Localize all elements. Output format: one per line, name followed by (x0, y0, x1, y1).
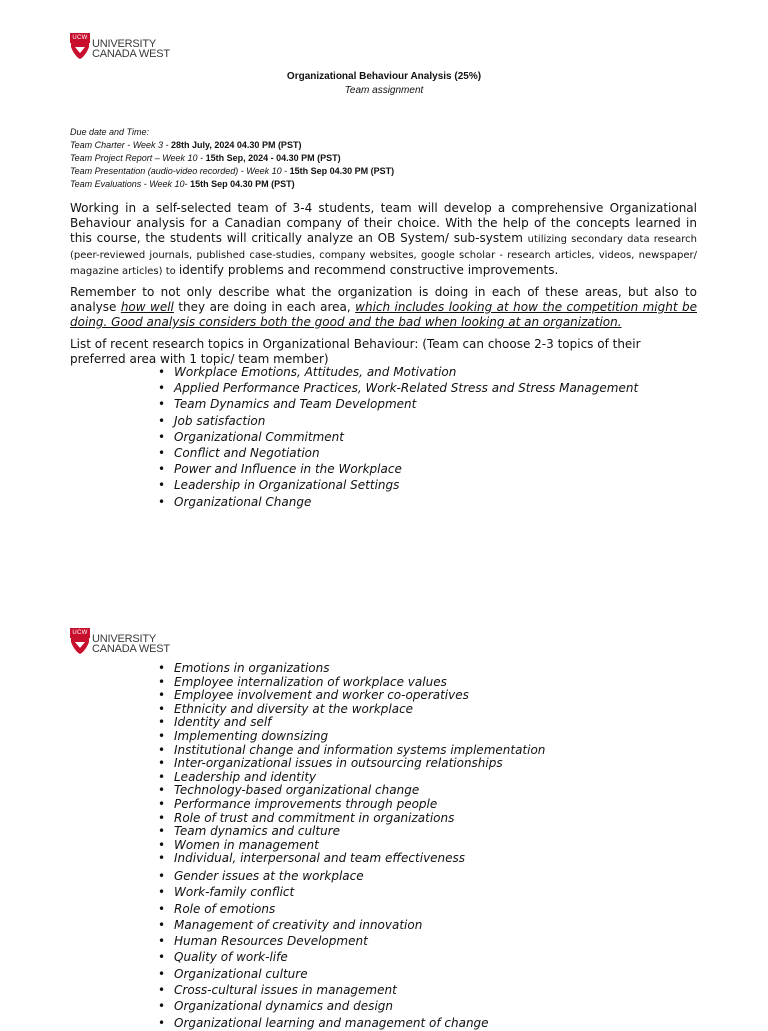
list-item: • Work-family conflict (158, 884, 489, 900)
list-item: • Performance improvements through people (158, 798, 545, 812)
list-item: • Institutional change and information systems implementation (158, 744, 545, 758)
list-item: • Team dynamics and culture (158, 825, 545, 839)
document-subtitle: Team assignment (344, 85, 424, 96)
university-logo-page2 (70, 628, 170, 654)
list-item: • Organizational Commitment (158, 429, 638, 445)
document-title: Organizational Behaviour Analysis (25%) (286, 71, 482, 82)
list-item: • Organizational dynamics and design (158, 998, 489, 1014)
topics-intro: List of recent research topics in Organizational Behaviour: (Team can choose 2-3 topics of their preferred area with 1 topic/ team member) (70, 337, 641, 366)
list-item: • Gender issues at the workplace (158, 868, 489, 884)
list-item: • Power and Influence in the Workplace (158, 461, 638, 477)
analysis-paragraph: Remember to not only describe what the organization is doing in each of these areas, but also to analyse how well they are doing in each area, which includes looking at how the competition might be doing. Good analysis considers both the good and the bad when looking at an organization. (70, 285, 697, 329)
maple-leaf-icon (70, 628, 90, 654)
logo-line1: UNIVERSITY (92, 633, 157, 645)
list-item: • Employee internalization of workplace values (158, 676, 545, 690)
logo-badge: UCW (70, 628, 90, 638)
due-item: Team Project Report – Week 10 - 15th Sep, 2024 - 04.30 PM (PST) (70, 153, 341, 163)
due-item: Team Charter - Week 3 - 28th July, 2024 04.30 PM (PST) (70, 140, 302, 150)
list-item: • Role of trust and commitment in organizations (158, 812, 545, 826)
intro-paragraph: Working in a self-selected team of 3-4 students, team will develop a comprehensive Organizational Behaviour analysis for a Canadian company of their choice. With the help of the concepts learned in this course, the students will critically analyze an OB System/ sub-system utilizing secondary data research (peer-reviewed journals, published case-studies, company websites, google scholar - research articles, videos, newspaper/ magazine articles) to identify problems and recommend constructive improvements. (70, 201, 698, 277)
list-item: • Management of creativity and innovation (158, 917, 489, 933)
list-item: • Implementing downsizing (158, 730, 545, 744)
list-item: • Individual, interpersonal and team effectiveness (158, 852, 545, 866)
logo-badge: UCW (70, 33, 90, 43)
list-item: • Conflict and Negotiation (158, 445, 638, 461)
topics-list-page2 (158, 662, 545, 866)
maple-leaf-icon (70, 33, 90, 59)
list-item: • Leadership in Organizational Settings (158, 477, 638, 493)
list-item: • Employee involvement and worker co-operatives (158, 689, 545, 703)
logo-line2: CANADA WEST (92, 643, 170, 655)
list-item: • Organizational Change (158, 494, 638, 510)
list-item: • Emotions in organizations (158, 662, 545, 676)
list-item: • Role of emotions (158, 901, 489, 917)
list-item: • Organizational culture (158, 966, 489, 982)
list-item: • Inter-organizational issues in outsourcing relationships (158, 757, 545, 771)
list-item: • Applied Performance Practices, Work-Related Stress and Stress Management (158, 380, 638, 396)
list-item: • Leadership and identity (158, 771, 545, 785)
list-item: • Identity and self (158, 716, 545, 730)
due-dates (70, 126, 394, 191)
list-item: • Organizational learning and management of change (158, 1015, 489, 1031)
due-heading: Due date and Time: (70, 127, 149, 137)
list-item: • Technology-based organizational change (158, 784, 545, 798)
list-item: • Workplace Emotions, Attitudes, and Motivation (158, 364, 638, 380)
list-item: • Ethnicity and diversity at the workplace (158, 703, 545, 717)
topics-list-page1 (158, 364, 638, 510)
logo-line1: UNIVERSITY (92, 38, 157, 50)
list-item: • Team Dynamics and Team Development (158, 396, 638, 412)
due-item: Team Presentation (audio-video recorded) - Week 10 - 15th Sep 04.30 PM (PST) (70, 166, 395, 176)
due-item: Team Evaluations - Week 10- 15th Sep 04.30 PM (PST) (70, 179, 295, 189)
list-item: • Human Resources Development (158, 933, 489, 949)
list-item: • Quality of work-life (158, 949, 489, 965)
university-logo (70, 33, 170, 59)
logo-line2: CANADA WEST (92, 48, 170, 60)
list-item: • Women in management (158, 839, 545, 853)
topics-list-page2-continued (158, 868, 489, 1031)
list-item: • Job satisfaction (158, 413, 638, 429)
list-item: • Cross-cultural issues in management (158, 982, 489, 998)
